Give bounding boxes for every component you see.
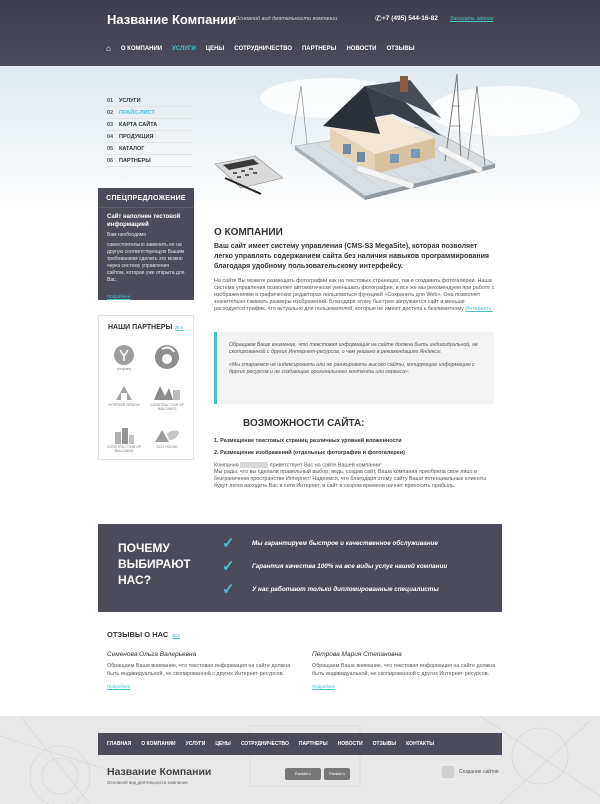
why-us-item-text: Гарантия качества 100% на все виды услуг нашей компании [252,562,448,570]
special-offer-title: СПЕЦПРЕДЛОЖЕНИЕ [98,188,194,208]
side-menu-label: ПРАЙС-ЛИСТ [119,109,155,116]
check-icon: ✓ [222,558,235,575]
side-menu-item-partners[interactable] [107,155,193,167]
footer-nav-cooperation[interactable]: СОТРУДНИЧЕСТВО [240,741,289,747]
why-us-item [222,580,439,598]
why-us-title: ПОЧЕМУ ВЫБИРАЮТ НАС? [118,541,191,587]
footer-nav [98,733,502,755]
callback-link[interactable]: Заказать звонок [450,16,494,22]
partner-logo-caption: CONSTRUCTION OF BUILDINGS [106,445,142,453]
features-item: 1. Размещение текстовых страниц различных уровней вложенности [214,438,402,444]
side-menu-item-price-list[interactable] [107,107,193,119]
footer-nav-partners[interactable]: ПАРТНЕРЫ [298,741,328,747]
quote-text: Обращаем Ваше внимание, что текстовая информация на сайте должна быть индивидуальной, не скопированной с других Интернет-ресурсов, о чем указано в рекомендациях Яндекса: [229,342,478,355]
nav-item-news[interactable]: НОВОСТИ [346,45,377,52]
about-text [214,278,496,313]
reviews-all-link[interactable]: Все [172,633,181,638]
rambler-counter-badge[interactable]: Rambler's [285,768,321,780]
partner-logo-caption: company [116,367,132,371]
company-name-blurred [240,462,268,468]
review-more-link[interactable]: Подробнее [312,684,336,689]
footer-nav-contacts[interactable]: КОНТАКТЫ [406,741,435,747]
about-text-body: На сайте Вы можете размещать фотографии как на текстовых страницах, так и создавать фотогалереи. Наша система управления позволяет автоматически уменьшать фотографии, и все же мы рекомендуем при работе с изображениями в графических редакторах пользоваться функцией «Сохранить для Web». Она позволяет значительно сжимать размеры изображений. Благодаря этому быстрее загружается сайт и меньше расходуется трафик, что актуально для пользователей, которые не имеют доступа к безлимитному [214,278,495,312]
partner-logo[interactable] [104,426,144,453]
company-label: Компания [214,462,239,469]
review-author: Петрова Мария Степановна [312,651,402,658]
company-tagline: Основной вид деятельности компании [235,16,338,22]
why-us-banner [98,524,502,612]
developer-logo-blurred [442,766,454,778]
quote-text: «Мы стараемся не индексировать или не ранжировать высоко сайты, копирующие информацию с других ресурсов и не создающие оригинального контента или сервиса». [229,362,475,375]
side-menu-label: КАРТА САЙТА [119,121,158,128]
welcome-text: приветствует Вас на сайте Вашей компании! [269,462,382,469]
side-menu-label: ПАРТНЕРЫ [119,157,151,164]
company-logo[interactable]: Название Компании [107,12,237,27]
footer-nav-news[interactable]: НОВОСТИ [337,741,363,747]
side-menu-num: 03 [107,121,114,128]
site-header [0,0,600,66]
rambler-top-badge[interactable]: Rambler's [324,768,350,780]
features-list [214,435,494,459]
side-menu-label: УСЛУГИ [119,97,141,104]
why-us-item-text: Мы гарантируем быстрое и качественное обслуживание [252,539,439,547]
partner-logo-caption: ECO HOUSE [156,445,178,449]
footer-nav-reviews[interactable]: ОТЗЫВЫ [372,741,397,747]
special-offer-subtitle: Сайт наполнен тестовой информацией [107,214,181,228]
side-menu [107,95,193,167]
phone-icon: ✆ [375,14,382,23]
footer-nav-services[interactable]: УСЛУГИ [185,741,206,747]
review-text: Обращаем Ваше внимание, что текстовая информация на сайте должна быть индивидуальной, не скопированной с других Интернет-ресурсов. [107,663,291,677]
house-illustration [205,66,525,211]
nav-item-services[interactable]: УСЛУГИ [172,45,196,52]
side-menu-num: 02 [107,109,114,116]
footer-logo[interactable]: Название Компании [107,766,212,778]
special-offer-text: Вам необходимо [107,232,147,238]
reviews-title [107,630,180,639]
special-offer-text: самостоятельно заменить ее на другую соответствующую Вашим требованиям сделать это можно через систему управления сайтом, которая уже открыта для Вас. [107,242,185,283]
nav-item-reviews[interactable]: ОТЗЫВЫ [386,45,415,52]
partner-logo[interactable] [104,344,144,371]
footer-nav-about[interactable]: О КОМПАНИИ [141,741,176,747]
home-icon[interactable]: ⌂ [106,44,111,53]
partners-title-text: НАШИ ПАРТНЕРЫ [108,324,173,331]
partners-block [98,315,194,460]
nav-item-partners[interactable]: ПАРТНЕРЫ [301,45,337,52]
welcome-body: Мы рады, что вы сделали правильный выбор, ведь, создав сайт, Ваша компания приобрела свое лицо в безграничном пространстве Интернет! Надеемся, что благодаря этому сайту Ваши потенциальные клиенты будут легко находить Вас в сети Интернет, и сайт в скором времени начнет приносить прибыль. [214,469,486,490]
footer-nav-home[interactable]: ГЛАВНАЯ [107,741,132,747]
features-item: 2. Размещение изображений (отдельные фотографии и фотогалереи) [214,450,405,456]
review-item [312,651,502,689]
partners-title [99,316,193,331]
special-offer-more-link[interactable]: Подробнее [107,294,131,299]
about-lead: Ваш сайт имеет систему управления (CMS-S3 MegaSite), которая позволяет легко управлять содержанием сайта без наличия навыков программирования благодаря удобному пользовательскому интерфейсу. [214,243,489,270]
features-title: ВОЗМОЖНОСТИ САЙТА: [243,418,365,429]
internet-link[interactable]: Интернету. [465,306,493,312]
partners-all-link[interactable]: Все [175,325,184,330]
side-menu-num: 06 [107,157,114,164]
partner-logo[interactable] [147,344,187,371]
review-more-link[interactable]: Подробнее [107,684,131,689]
partner-logo[interactable] [147,426,187,449]
nav-item-prices[interactable]: ЦЕНЫ [205,45,225,52]
features-text [214,462,498,490]
review-item [107,651,297,689]
side-menu-label: КАТАЛОГ [119,145,145,152]
about-title: О КОМПАНИИ [214,227,283,238]
reviews-title-text: ОТЗЫВЫ О НАС [107,630,169,639]
nav-item-about[interactable]: О КОМПАНИИ [120,45,163,52]
hero-banner [0,66,600,211]
side-menu-num: 05 [107,145,114,152]
side-menu-item-sitemap[interactable] [107,119,193,131]
footer-tagline: Основной вид деятельности компании [107,780,188,785]
partner-logo[interactable] [147,384,187,411]
partner-logo-caption: CONSTRUCTION OF BUILDINGS [149,403,185,411]
side-menu-num: 04 [107,133,114,140]
quote-block [214,332,494,404]
side-menu-item-catalog[interactable] [107,143,193,155]
side-menu-item-products[interactable] [107,131,193,143]
partner-logo-caption: INTERIOR DESIGN [108,403,140,407]
developer-link[interactable]: Создание сайтов [459,769,499,775]
check-icon: ✓ [222,581,235,598]
nav-item-cooperation[interactable]: СОТРУДНИЧЕСТВО [234,45,292,52]
why-us-item-text: У нас работают только дипломированные специалисты [252,585,439,593]
check-icon: ✓ [222,535,235,552]
main-nav [106,44,415,53]
why-us-item [222,534,438,552]
side-menu-label: ПРОДУКЦИЯ [119,133,154,140]
review-author: Семенова Ольга Валерьевна [107,651,197,658]
special-offer-block [98,188,194,300]
why-us-item [222,557,447,575]
footer-background [0,716,600,804]
side-menu-num: 01 [107,97,114,104]
review-text: Обращаем Ваше внимание, что текстовая информация на сайте должна быть индивидуальной, не скопированной с других Интернет-ресурсов. [312,663,496,677]
footer-nav-prices[interactable]: ЦЕНЫ [215,741,231,747]
partner-logo[interactable] [104,384,144,407]
side-menu-item-services[interactable] [107,95,193,107]
phone-number: +7 (495) 544-16-82 [382,15,438,22]
